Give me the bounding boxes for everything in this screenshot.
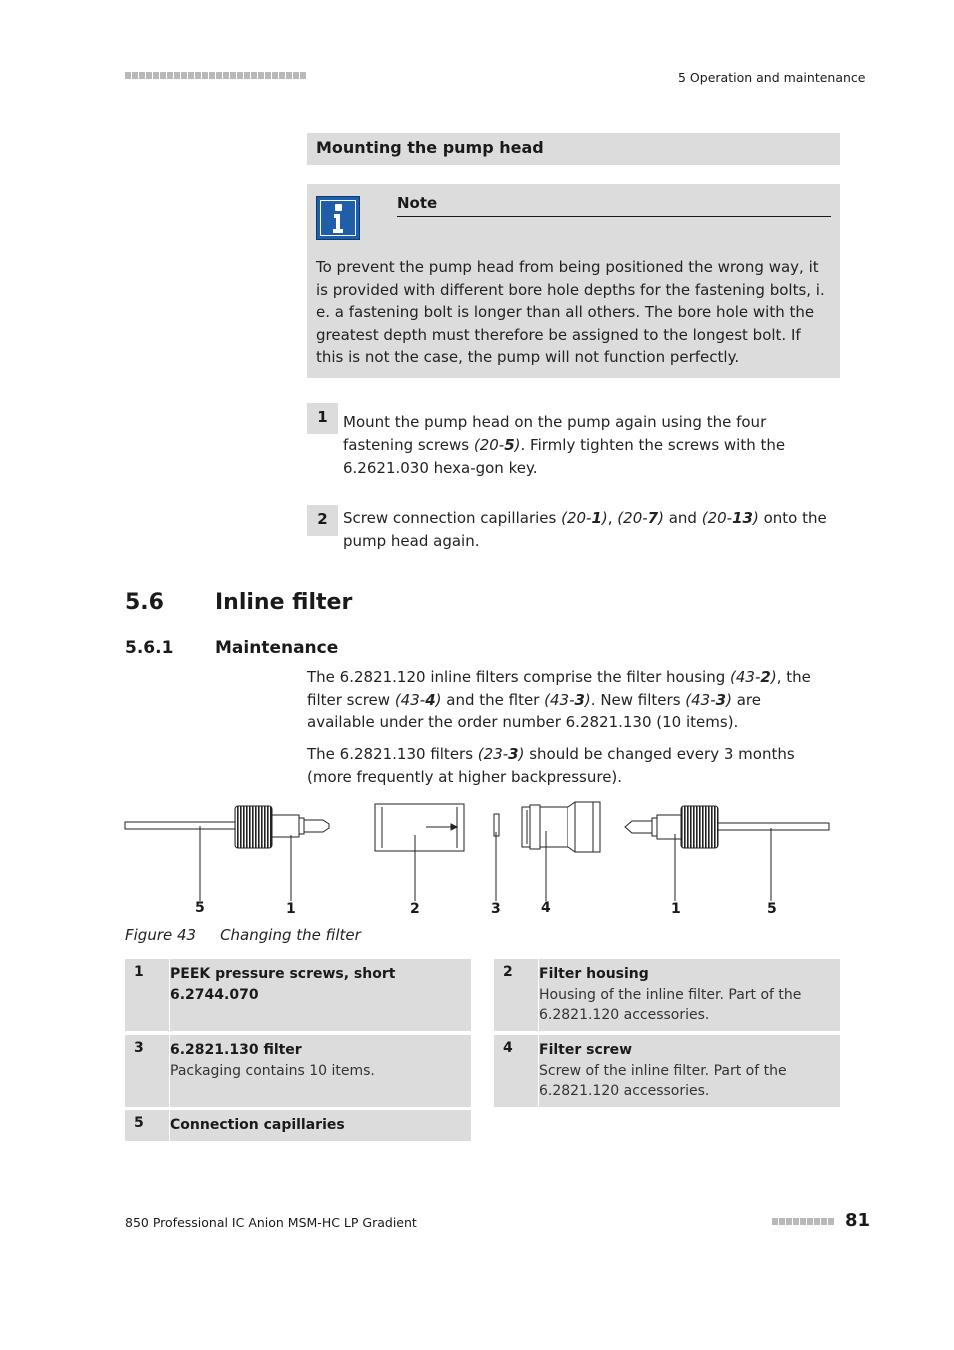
procedure-title-bar [307,133,840,165]
step-number: 2 [307,505,338,536]
peek-screw-left [235,806,272,848]
decoration-dot [188,72,194,79]
decoration-dot [216,72,222,79]
decoration-dot [279,72,285,79]
peek-screw-right [681,806,718,848]
decoration-dot [209,72,215,79]
decoration-dot [779,1218,785,1225]
decoration-dot [174,72,180,79]
decoration-dot [265,72,271,79]
decoration-dot [821,1218,827,1225]
step-text: Screw connection capillaries (20-1), (20-7) and (20-13) onto the pump head again. [343,509,827,550]
note-text: To prevent the pump head from being positioned the wrong way, it is provided with different bore hole depths for the fastening bolts, i. e. a fastening bolt is longer than all others. The bore hole with the greatest depth must therefore be assigned to the longest bolt. If this is not the case, the pump will not function perfectly. [316,258,825,367]
decoration-dot [244,72,250,79]
decoration-dot [139,72,145,79]
capillary-right [718,823,829,830]
decoration-dot [125,72,131,79]
running-footer-product: 850 Professional IC Anion MSM-HC LP Gradient [125,1215,417,1230]
decoration-dot [160,72,166,79]
figure-callout-label: 2 [410,901,420,917]
legend-item: 1 PEEK pressure screws, short 6.2744.070 [125,959,471,1031]
note-box [307,184,840,378]
figure-callout-label: 4 [541,900,551,916]
body-paragraph: The 6.2821.130 filters (23-3) should be changed every 3 months (more frequently at higher backpressure). [307,745,795,786]
figure-callout-label: 1 [671,901,681,917]
legend-item: 5 Connection capillaries [125,1110,471,1141]
decoration-dot [195,72,201,79]
legend-item: 2 Filter housing Housing of the inline filter. Part of the 6.2821.120 accessories. [494,959,840,1031]
decoration-dot [132,72,138,79]
decoration-dot [272,72,278,79]
body-paragraph: The 6.2821.120 inline filters comprise the filter housing (43-2), the filter screw (43-4) and the flter (43-3). New filters (43-3) are available under the order number 6.2821.130 (10 items). [307,668,811,732]
note-title: Note [397,194,438,212]
decoration-dot [786,1218,792,1225]
procedure-title: Mounting the pump head [316,138,544,157]
step-number: 1 [307,403,338,434]
decoration-dot [167,72,173,79]
decoration-dot [293,72,299,79]
decoration-dot [181,72,187,79]
footer-decoration-dots [772,1218,834,1225]
figure-callout-label: 5 [195,900,205,916]
page-number: 81 [845,1210,871,1231]
decoration-dot [237,72,243,79]
decoration-dot [230,72,236,79]
decoration-dot [828,1218,834,1225]
inline-filter-figure [120,798,835,926]
decoration-dot [800,1218,806,1225]
decoration-dot [807,1218,813,1225]
running-header-chapter: 5 Operation and maintenance [678,70,866,85]
figure-callout-label: 1 [286,901,296,917]
figure-caption: Figure 43 Changing the filter [125,926,361,944]
decoration-dot [772,1218,778,1225]
header-decoration-dots [125,72,306,79]
info-icon-glyph [332,214,344,233]
filter-screw [522,807,568,847]
decoration-dot [300,72,306,79]
decoration-dot [146,72,152,79]
decoration-dot [814,1218,820,1225]
legend-item: 4 Filter screw Screw of the inline filter. Part of the 6.2821.120 accessories. [494,1035,840,1107]
decoration-dot [286,72,292,79]
step-text: Mount the pump head on the pump again using the four fastening screws (20-5). Firmly tighten the screws with the 6.2621.030 hexa-gon key. [343,413,786,477]
decoration-dot [258,72,264,79]
info-icon [316,196,360,240]
note-divider [397,216,831,217]
subsection-heading: 5.6.1 Maintenance [125,638,339,658]
decoration-dot [223,72,229,79]
decoration-dot [251,72,257,79]
capillary-left [125,822,236,829]
figure-callout-label: 5 [767,901,777,917]
decoration-dot [793,1218,799,1225]
figure-callout-label: 3 [491,901,501,917]
section-heading: 5.6 Inline filter [125,590,353,615]
decoration-dot [153,72,159,79]
legend-item: 3 6.2821.130 filter Packaging contains 10 items. [125,1035,471,1107]
decoration-dot [202,72,208,79]
